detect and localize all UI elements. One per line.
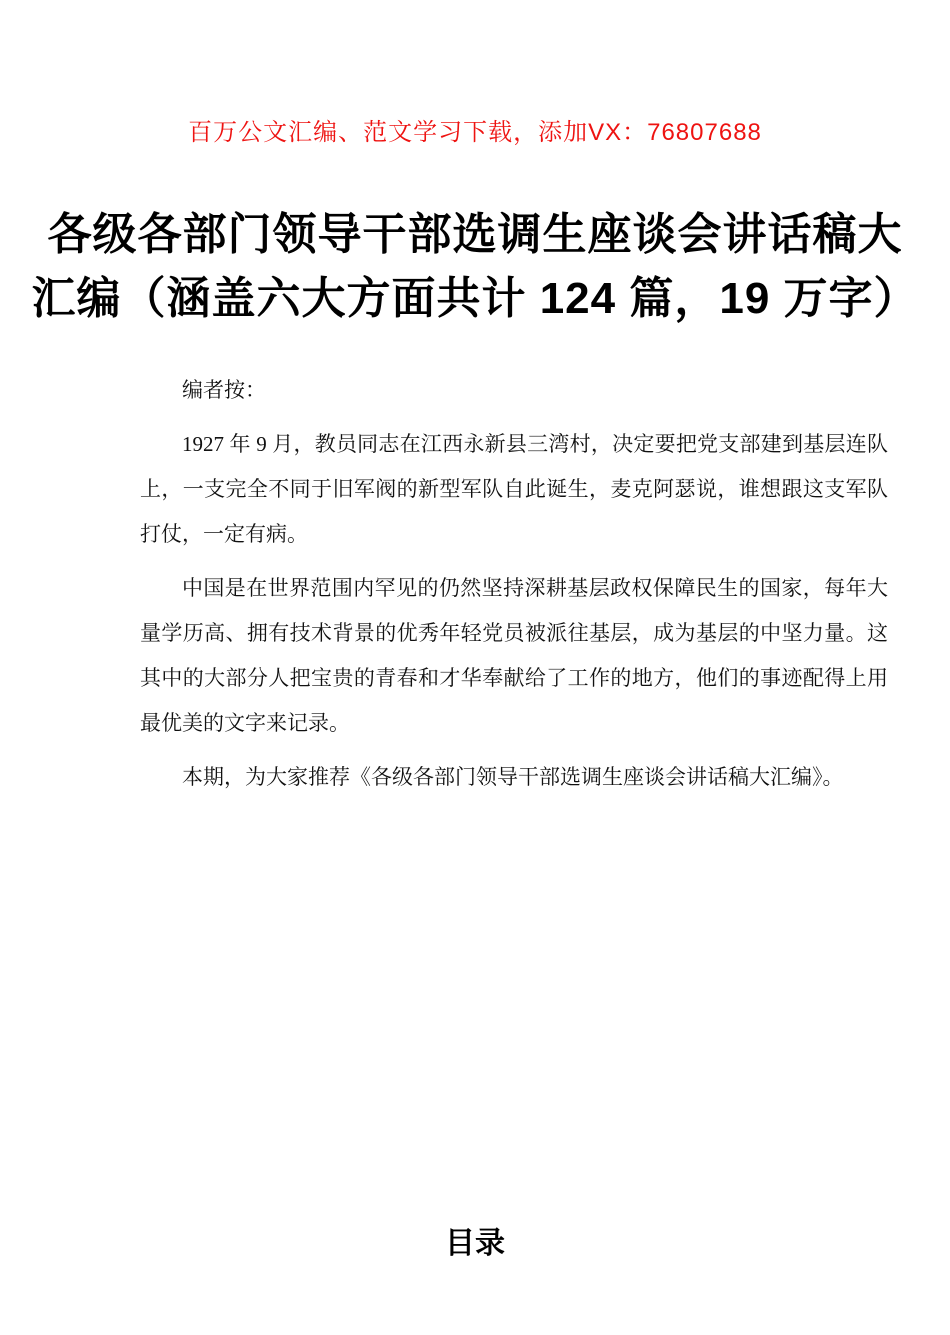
document-title	[0, 203, 950, 331]
paragraph: 1927 年 9 月，教员同志在江西永新县三湾村，决定要把党支部建到基层连队上，一支完全不同于旧军阀的新型军队自此诞生，麦克阿瑟说，谁想跟这支军队打仗，一定有病。	[140, 432, 888, 546]
body-text-block	[140, 368, 888, 809]
paragraph: 本期，为大家推荐《各级各部门领导干部选调生座谈会讲话稿大汇编》。	[182, 765, 844, 789]
toc-heading: 目录	[445, 1227, 505, 1260]
editor-note-label: 编者按：	[182, 378, 266, 402]
paragraph: 中国是在世界范围内罕见的仍然坚持深耕基层政权保障民生的国家，每年大量学历高、拥有技术背景的优秀年轻党员被派往基层，成为基层的中坚力量。这其中的大部分人把宝贵的青春和才华奉献给了工作的地方，他们的事迹配得上用最优美的文字来记录。	[140, 576, 888, 735]
document-title-line-1: 各级各部门领导干部选调生座谈会讲话稿大	[47, 210, 903, 259]
promo-banner-text: 百万公文汇编、范文学习下载，添加VX：76807688	[188, 119, 762, 146]
document-title-line-2: 汇编（涵盖六大方面共计 124 篇，19 万字）	[31, 274, 919, 323]
